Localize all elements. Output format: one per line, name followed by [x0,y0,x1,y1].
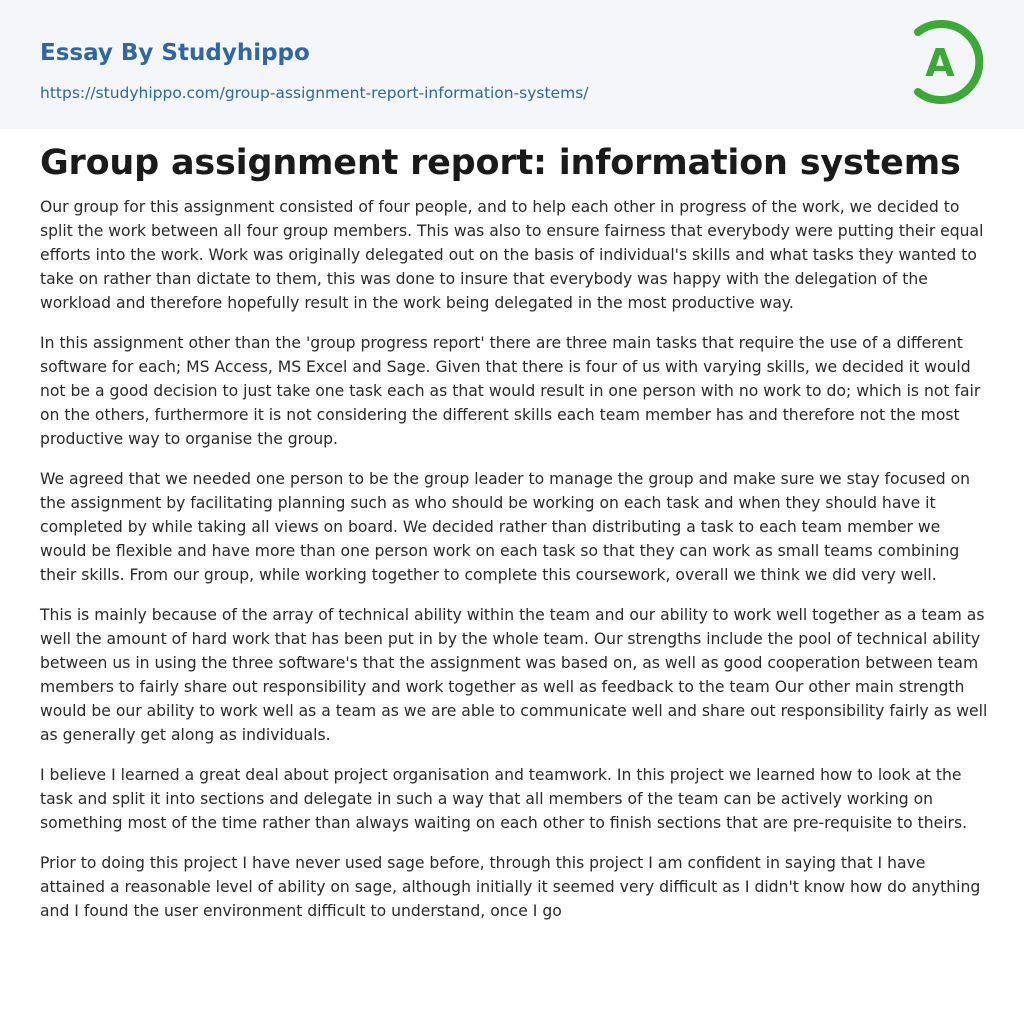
logo-letter: A [925,41,955,85]
paragraph: We agreed that we needed one person to be the group leader to manage the group and make sure we stay focused on the assignment by facilitating planning such as who should be working on each task and when they should have it completed by while taking all views on board. We decided rather than distributing a task to each team member we would be flexible and have more than one person work on each task so that they can work as small teams combining their skills. From our group, while working together to complete this coursework, overall we think we did very well. [40,470,971,584]
paragraph: This is mainly because of the array of technical ability within the team and our ability to work well together as a team as well the amount of hard work that has been put in by the whole team. Our strengths include the pool of technical ability between us in using the three software's that the assignment was based on, as well as good cooperation between team members to fairly share out responsibility and work together as well as feedback to the team Our other main strength would be our ability to work well as a team as we are able to communicate well and share out responsibility fairly as well as generally get along as individuals. [40,606,988,744]
page-title: Group assignment report: information systems [40,143,961,183]
paragraph: Prior to doing this project I have never used sage before, through this project I am confident in saying that I have attained a reasonable level of ability on sage, although initially it seemed very difficult as I didn't know how do anything and I found the user environment difficult to understand, once I go [40,854,981,920]
paragraph: Our group for this assignment consisted of four people, and to help each other in progress of the work, we decided to split the work between all four group members. This was also to ensure fairness that everybody were putting their equal efforts into the work. Work was originally delegated out on the basis of individual's skills and what tasks they wanted to take on rather than dictate to them, this was done to insure that everybody was happy with the delegation of the workload and therefore hopefully result in the work being delegated in the most productive way. [40,198,984,312]
logo-a-icon [912,18,988,106]
paragraph: I believe I learned a great deal about project organisation and teamwork. In this project we learned how to look at the task and split it into sections and delegate in such a way that all members of the team can be actively working on something most of the time rather than always waiting on each other to finish sections that are pre-requisite to theirs. [40,766,968,832]
article-body [40,195,990,939]
paragraph: In this assignment other than the 'group progress report' there are three main tasks that require the use of a different software for each; MS Access, MS Excel and Sage. Given that there is four of us with varying skills, we decided it would not be a good decision to just take one task each as that would result in one person with no work to do; which is not fair on the others, furthermore it is not considering the different skills each team member has and therefore not the most productive way to organise the group. [40,334,981,448]
source-url-link[interactable]: https://studyhippo.com/group-assignment-report-information-systems/ [40,84,589,102]
site-header [0,0,1024,129]
logo[interactable] [912,18,988,106]
brand-title: Essay By Studyhippo [40,40,310,66]
